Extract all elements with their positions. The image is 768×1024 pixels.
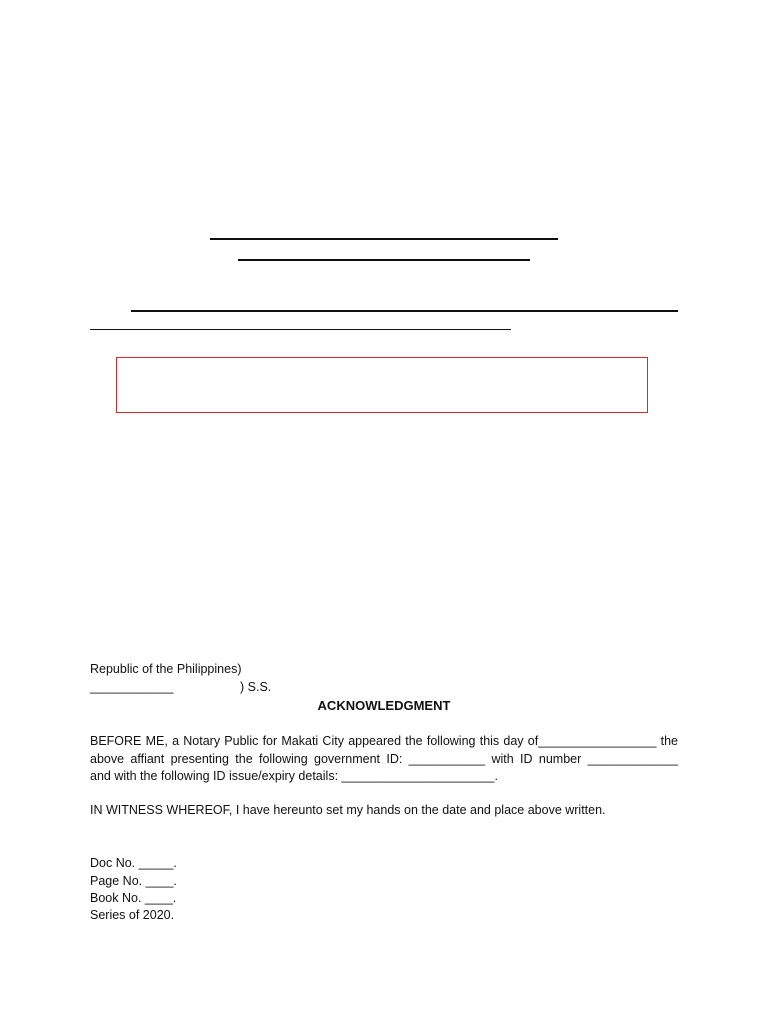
venue-blank: ____________ xyxy=(90,680,174,694)
witness-statement: IN WITNESS WHEREOF, I have hereunto set my hands on the date and place above written. xyxy=(90,803,606,817)
title-underline-2 xyxy=(238,259,530,261)
signature-line-1 xyxy=(131,310,678,312)
venue-ss-text: ) S.S. xyxy=(240,680,272,694)
acknowledgment-body-line-1: BEFORE ME, a Notary Public for Makati City appeared the following this day of_________________ the xyxy=(90,734,678,748)
red-bordered-box xyxy=(116,357,648,413)
acknowledgment-body-line-2: above affiant presenting the following government ID: ___________ with ID number _____________ xyxy=(90,751,678,766)
series: Series of 2020. xyxy=(90,908,175,922)
acknowledgment-body xyxy=(90,733,678,786)
doc-no: Doc No. _____. xyxy=(90,856,177,870)
page-no: Page No. ____. xyxy=(90,874,177,888)
title-underline-1 xyxy=(210,238,558,240)
venue-country-text: Republic of the Philippines) xyxy=(90,662,242,676)
book-no: Book No. ____. xyxy=(90,891,177,905)
venue-line-ss xyxy=(90,679,271,696)
acknowledgment-title: ACKNOWLEDGMENT xyxy=(317,698,451,713)
signature-line-2 xyxy=(90,329,511,330)
venue-line-country xyxy=(90,661,241,678)
acknowledgment-body-line-3: and with the following ID issue/expiry details: ______________________. xyxy=(90,769,498,783)
